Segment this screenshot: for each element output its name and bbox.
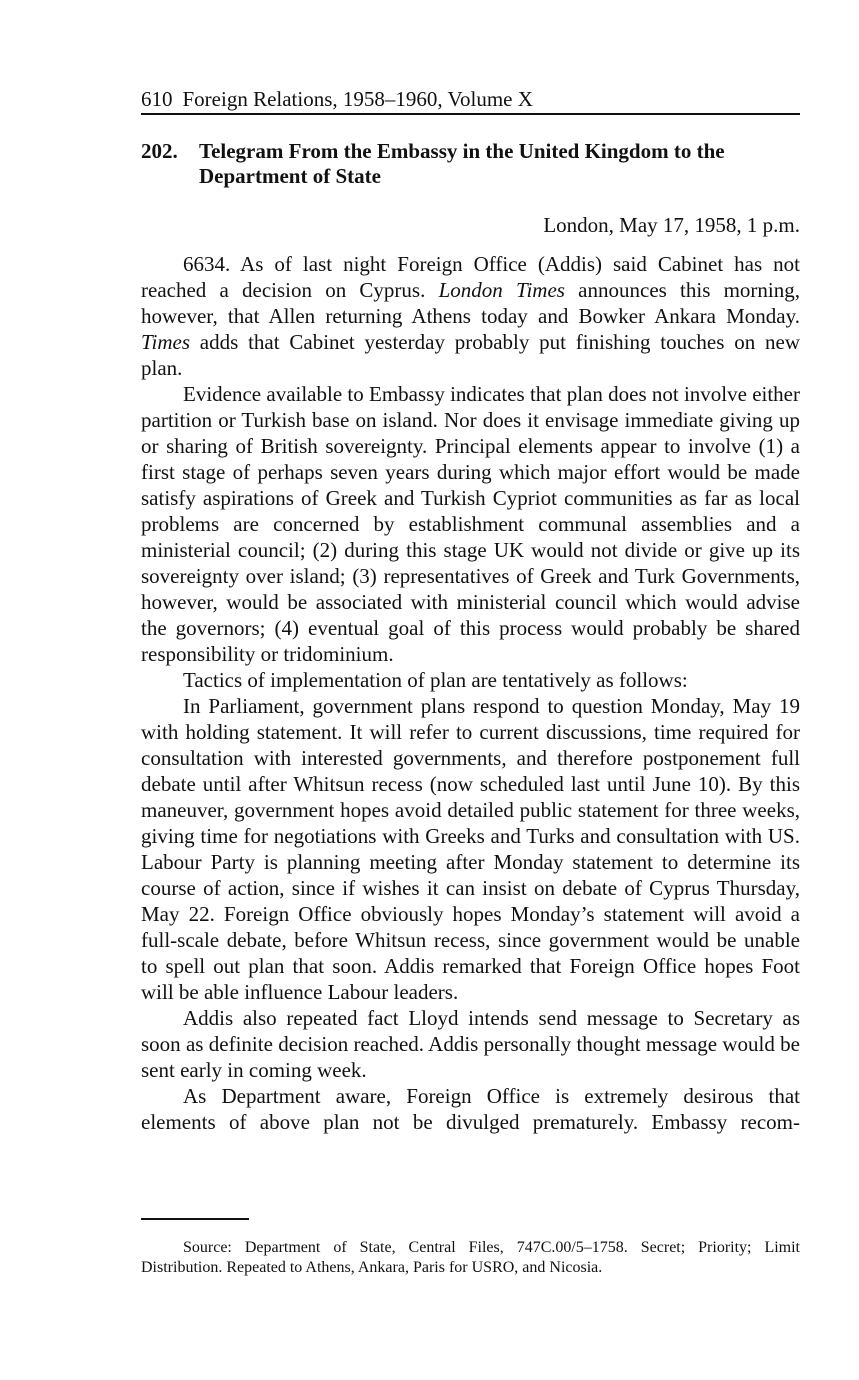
paragraph: Tactics of implementation of plan are tentatively as follows: — [183, 668, 688, 692]
text-run: adds that Cabinet yesterday probably put finishing touches on new plan. — [141, 330, 800, 380]
header-rule — [141, 113, 800, 115]
paragraph — [141, 251, 800, 381]
paragraph: In Parliament, government plans respond to question Monday, May 19 with holding statement. It will refer to current discussions, time required for consultation with interested governments, and therefore postponement full debate until after Whitsun recess (now scheduled last until June 10). By this maneuver, government hopes avoid detailed public statement for three weeks, giving time for negotiations with Greeks and Turks and consultation with US. Labour Party is planning meeting after Monday statement to determine its course of action, since if wishes it can insist on debate of Cyprus Thursday, May 22. Foreign Office obviously hopes Monday’s statement will avoid a full-scale debate, before Whitsun recess, since government would be unable to spell out plan that soon. Addis remarked that Foreign Office hopes Foot will be able influence Labour leaders. — [141, 694, 800, 1004]
text-run: 6634. As of last night Foreign Office (Addis) said Cabinet has not reached a decision on Cyprus. — [141, 252, 800, 302]
italic-title: Times — [141, 330, 191, 354]
document-number: 202. — [141, 139, 178, 163]
volume-title: Foreign Relations, 1958–1960, Volume X — [182, 87, 533, 111]
document-title: Telegram From the Embassy in the United Kingdom to the Department of State — [199, 139, 725, 188]
footnote — [141, 1238, 800, 1278]
page-number: 610 — [141, 87, 173, 111]
document-body — [141, 251, 800, 1135]
running-head — [141, 86, 800, 112]
footnote-rule — [141, 1218, 249, 1220]
paragraph: Addis also repeated fact Lloyd intends send message to Secretary as soon as definite decision reached. Addis personally thought message would be sent early in coming week. — [141, 1006, 800, 1082]
footnote-text: Source: Department of State, Central Files, 747C.00/5–1758. Secret; Priority; Limit Distribution. Repeated to Athens, Ankara, Paris for USRO, and Nicosia. — [141, 1239, 800, 1276]
paragraph: As Department aware, Foreign Office is extremely desirous that elements of above plan not be divulged prematurely. Embassy recom- — [141, 1084, 800, 1134]
text-run: announces this morning, however, that Allen returning Athens today and Bowker Ankara Monday. — [141, 278, 800, 328]
document-heading — [141, 139, 800, 189]
paragraph: Evidence available to Embassy indicates that plan does not involve either partition or Turkish base on island. Nor does it envisage immediate giving up or sharing of British sovereignty. Principal elements appear to involve (1) a first stage of perhaps seven years during which major effort would be made satisfy aspirations of Greek and Turkish Cypriot communities as far as local problems are concerned by establishment communal assemblies and a ministerial council; (2) during this stage UK would not divide or give up its sovereignty over island; (3) representatives of Greek and Turk Governments, however, would be associated with ministerial council which would advise the governors; (4) eventual goal of this process would probably be shared responsibility or tridominium. — [141, 382, 800, 666]
italic-title: London Times — [438, 278, 565, 302]
dateline: London, May 17, 1958, 1 p.m. — [543, 213, 800, 237]
